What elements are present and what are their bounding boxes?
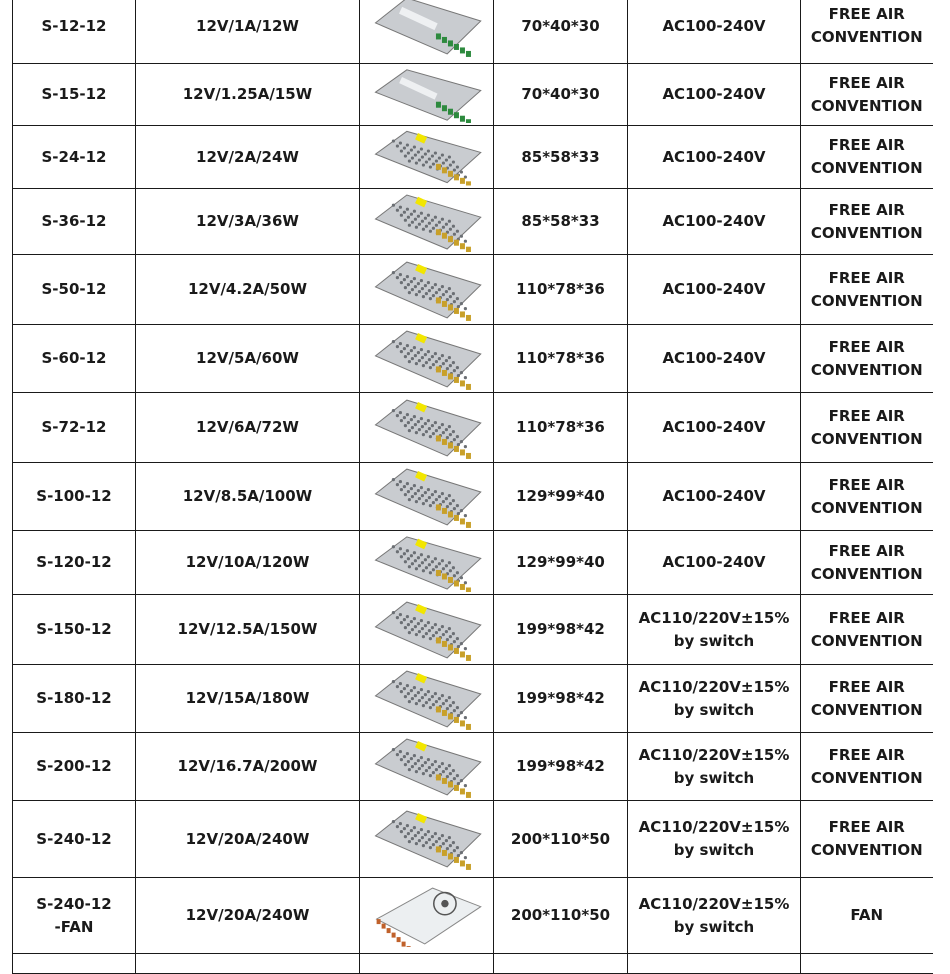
cooling-method-line: CONVENTION — [810, 291, 923, 310]
cooling-method-line: FREE AIR — [828, 677, 905, 696]
input-voltage-line: AC100-240V — [662, 212, 766, 230]
model-number-line: S-240-12 — [36, 894, 112, 913]
cooling-method-line: CONVENTION — [810, 700, 923, 719]
input-voltage-line: by switch — [673, 700, 755, 719]
cooling-method-line: CONVENTION — [810, 429, 923, 448]
cooling-cell — [801, 733, 933, 801]
input-cell — [628, 0, 801, 64]
cooling-cell — [801, 665, 933, 733]
cooling-cell — [801, 0, 933, 64]
perforated-power-supply-icon — [371, 599, 483, 661]
table-row — [13, 325, 933, 393]
model-cell — [13, 189, 136, 255]
cooling-method-line: FREE AIR — [828, 608, 905, 627]
cooling-method-line: CONVENTION — [810, 768, 923, 787]
cooling-method-line: FREE AIR — [828, 541, 905, 560]
model-cell — [13, 126, 136, 189]
model-cell — [13, 665, 136, 733]
output-cell — [136, 733, 360, 801]
perforated-power-supply-icon — [371, 466, 483, 528]
output-rating: 12V/15A/180W — [185, 689, 310, 707]
model-number: S-120-12 — [36, 553, 112, 571]
table-row — [13, 665, 933, 733]
input-cell — [628, 189, 801, 255]
size-cell — [494, 801, 628, 878]
cooling-cell — [801, 255, 933, 325]
model-cell — [13, 878, 136, 954]
input-cell — [628, 126, 801, 189]
model-cell — [13, 325, 136, 393]
cooling-cell — [801, 126, 933, 189]
perforated-power-supply-icon — [371, 259, 483, 321]
output-rating: 12V/2A/24W — [196, 147, 299, 166]
output-rating: 12V/1.25A/15W — [182, 85, 313, 103]
input-cell — [628, 463, 801, 531]
perforated-power-supply-icon — [371, 397, 483, 459]
cooling-method-line: CONVENTION — [810, 223, 923, 242]
table-row — [13, 189, 933, 255]
image-cell — [360, 595, 494, 665]
model-number: S-180-12 — [36, 689, 112, 707]
input-voltage-line: AC100-240V — [662, 349, 766, 367]
input-voltage-line: AC110/220V±15% — [638, 677, 790, 696]
model-cell — [13, 531, 136, 595]
size-cell — [494, 189, 628, 255]
cooling-method-line: FREE AIR — [828, 406, 905, 425]
input-voltage-line: by switch — [673, 917, 755, 936]
cooling-cell — [801, 463, 933, 531]
image-cell — [360, 126, 494, 189]
cooling-method-line: FREE AIR — [828, 818, 905, 836]
cooling-method-line: CONVENTION — [810, 96, 923, 115]
size-cell — [494, 393, 628, 463]
model-cell — [13, 801, 136, 878]
output-rating: 12V/20A/240W — [185, 906, 310, 924]
cooling-method-line: CONVENTION — [810, 631, 923, 650]
cooling-cell — [801, 64, 933, 126]
perforated-power-supply-icon — [371, 192, 483, 252]
output-rating: 12V/3A/36W — [196, 212, 299, 230]
size-cell — [494, 255, 628, 325]
dimensions: 129*99*40 — [516, 553, 605, 571]
output-cell — [136, 393, 360, 463]
model-cell — [13, 595, 136, 665]
size-cell — [494, 126, 628, 189]
cooling-cell — [801, 878, 933, 954]
dimensions: 199*98*42 — [516, 757, 605, 775]
cooling-method-line: FREE AIR — [828, 745, 905, 764]
size-cell — [494, 531, 628, 595]
image-cell — [360, 325, 494, 393]
image-cell — [360, 665, 494, 733]
image-cell — [360, 733, 494, 801]
output-cell — [136, 878, 360, 954]
perforated-power-supply-icon — [371, 808, 483, 870]
input-cell — [628, 878, 801, 954]
cooling-cell — [801, 531, 933, 595]
dimensions: 110*78*36 — [516, 349, 605, 367]
dimensions: 110*78*36 — [516, 418, 605, 436]
model-number: S-60-12 — [41, 349, 107, 367]
output-cell — [136, 801, 360, 878]
cooling-method-line: FREE AIR — [828, 475, 905, 494]
output-rating: 12V/10A/120W — [185, 553, 310, 571]
cooling-method-line: CONVENTION — [810, 498, 923, 517]
input-voltage-line: by switch — [673, 631, 755, 650]
output-rating: 12V/6A/72W — [196, 418, 299, 436]
cooling-cell — [801, 189, 933, 255]
table-row — [13, 878, 933, 954]
cooling-method-line: FREE AIR — [828, 136, 905, 154]
input-voltage-line: by switch — [673, 841, 755, 859]
input-voltage-line: AC110/220V±15% — [638, 745, 790, 764]
output-cell — [136, 0, 360, 64]
image-cell — [360, 64, 494, 126]
model-number: S-240-12 — [36, 829, 112, 848]
model-cell — [13, 64, 136, 126]
input-voltage-line: AC110/220V±15% — [638, 608, 790, 627]
dimensions: 110*78*36 — [516, 280, 605, 298]
cooling-cell — [801, 325, 933, 393]
output-rating: 12V/5A/60W — [196, 349, 299, 367]
dimensions: 200*110*50 — [510, 829, 611, 848]
model-number: S-15-12 — [41, 85, 107, 103]
input-cell — [628, 64, 801, 126]
input-voltage-line: AC100-240V — [662, 553, 766, 571]
output-rating: 12V/12.5A/150W — [177, 620, 318, 638]
model-number: S-72-12 — [41, 418, 107, 436]
dimensions: 85*58*33 — [521, 212, 600, 230]
image-cell — [360, 255, 494, 325]
power-supply-spec-table — [12, 0, 933, 974]
size-cell — [494, 665, 628, 733]
size-cell — [494, 64, 628, 126]
size-cell — [494, 595, 628, 665]
perforated-power-supply-icon — [371, 129, 483, 186]
table-row — [13, 801, 933, 878]
dimensions: 70*40*30 — [521, 85, 600, 103]
cooling-method-line: FREE AIR — [828, 5, 905, 23]
perforated-power-supply-icon — [371, 668, 483, 730]
cooling-method-line: CONVENTION — [810, 360, 923, 379]
perforated-power-supply-icon — [371, 328, 483, 390]
dimensions: 199*98*42 — [516, 620, 605, 638]
model-number: S-100-12 — [36, 487, 112, 505]
output-rating: 12V/4.2A/50W — [187, 280, 308, 298]
model-number: S-12-12 — [41, 16, 107, 35]
output-cell — [136, 64, 360, 126]
size-cell — [494, 733, 628, 801]
table-row — [13, 126, 933, 189]
table-row — [13, 64, 933, 126]
model-cell — [13, 0, 136, 64]
cooling-method-line: FREE AIR — [828, 73, 905, 92]
size-cell — [494, 463, 628, 531]
table-row — [13, 531, 933, 595]
dimensions: 70*40*30 — [521, 16, 600, 35]
cooling-method-line: CONVENTION — [810, 28, 923, 46]
dimensions: 200*110*50 — [510, 906, 611, 924]
size-cell — [494, 878, 628, 954]
output-cell — [136, 665, 360, 733]
image-cell — [360, 393, 494, 463]
input-cell — [628, 393, 801, 463]
input-cell — [628, 255, 801, 325]
output-rating: 12V/16.7A/200W — [177, 757, 318, 775]
table-row — [13, 0, 933, 64]
image-cell — [360, 531, 494, 595]
output-rating: 12V/20A/240W — [185, 829, 310, 848]
small-power-supply-icon — [371, 67, 483, 123]
table-row — [13, 393, 933, 463]
input-voltage-line: AC100-240V — [662, 147, 766, 166]
model-number: S-36-12 — [41, 212, 107, 230]
model-cell — [13, 463, 136, 531]
size-cell — [494, 325, 628, 393]
input-cell — [628, 595, 801, 665]
model-number-line: -FAN — [54, 917, 94, 936]
cooling-cell — [801, 801, 933, 878]
dimensions: 129*99*40 — [516, 487, 605, 505]
output-rating: 12V/1A/12W — [196, 16, 299, 35]
output-cell — [136, 255, 360, 325]
model-number: S-50-12 — [41, 280, 107, 298]
input-cell — [628, 801, 801, 878]
cooling-method-line: CONVENTION — [810, 841, 923, 859]
cooling-method-line: CONVENTION — [810, 159, 923, 177]
fan-power-supply-icon — [371, 885, 483, 947]
table-row — [13, 954, 933, 974]
output-cell — [136, 595, 360, 665]
input-voltage-line: AC100-240V — [662, 85, 766, 103]
input-cell — [628, 325, 801, 393]
output-cell — [136, 325, 360, 393]
input-voltage-line: AC100-240V — [662, 487, 766, 505]
model-cell — [13, 255, 136, 325]
cooling-method-line: FAN — [850, 906, 884, 924]
image-cell — [360, 801, 494, 878]
image-cell — [360, 463, 494, 531]
input-voltage-line: by switch — [673, 768, 755, 787]
cooling-method-line: FREE AIR — [828, 337, 905, 356]
size-cell — [494, 0, 628, 64]
perforated-power-supply-icon — [371, 534, 483, 592]
input-voltage-line: AC100-240V — [662, 16, 766, 35]
cooling-method-line: FREE AIR — [828, 200, 905, 219]
dimensions: 85*58*33 — [521, 147, 600, 166]
table-row — [13, 595, 933, 665]
model-cell — [13, 733, 136, 801]
table-row — [13, 733, 933, 801]
output-cell — [136, 463, 360, 531]
cooling-cell — [801, 595, 933, 665]
table-row — [13, 463, 933, 531]
model-number: S-150-12 — [36, 620, 112, 638]
input-cell — [628, 733, 801, 801]
cooling-method-line: FREE AIR — [828, 268, 905, 287]
table-row — [13, 255, 933, 325]
image-cell — [360, 878, 494, 954]
output-cell — [136, 531, 360, 595]
image-cell — [360, 189, 494, 255]
model-cell — [13, 393, 136, 463]
output-rating: 12V/8.5A/100W — [182, 487, 313, 505]
cooling-method-line: CONVENTION — [810, 564, 923, 583]
input-voltage-line: AC100-240V — [662, 418, 766, 436]
input-cell — [628, 531, 801, 595]
model-number: S-24-12 — [41, 147, 107, 166]
cooling-cell — [801, 393, 933, 463]
input-voltage-line: AC110/220V±15% — [638, 894, 790, 913]
perforated-power-supply-icon — [371, 736, 483, 798]
input-voltage-line: AC100-240V — [662, 280, 766, 298]
small-power-supply-icon — [371, 0, 483, 57]
model-number: S-200-12 — [36, 757, 112, 775]
output-cell — [136, 126, 360, 189]
image-cell — [360, 0, 494, 64]
input-cell — [628, 665, 801, 733]
output-cell — [136, 189, 360, 255]
input-voltage-line: AC110/220V±15% — [638, 818, 790, 836]
dimensions: 199*98*42 — [516, 689, 605, 707]
